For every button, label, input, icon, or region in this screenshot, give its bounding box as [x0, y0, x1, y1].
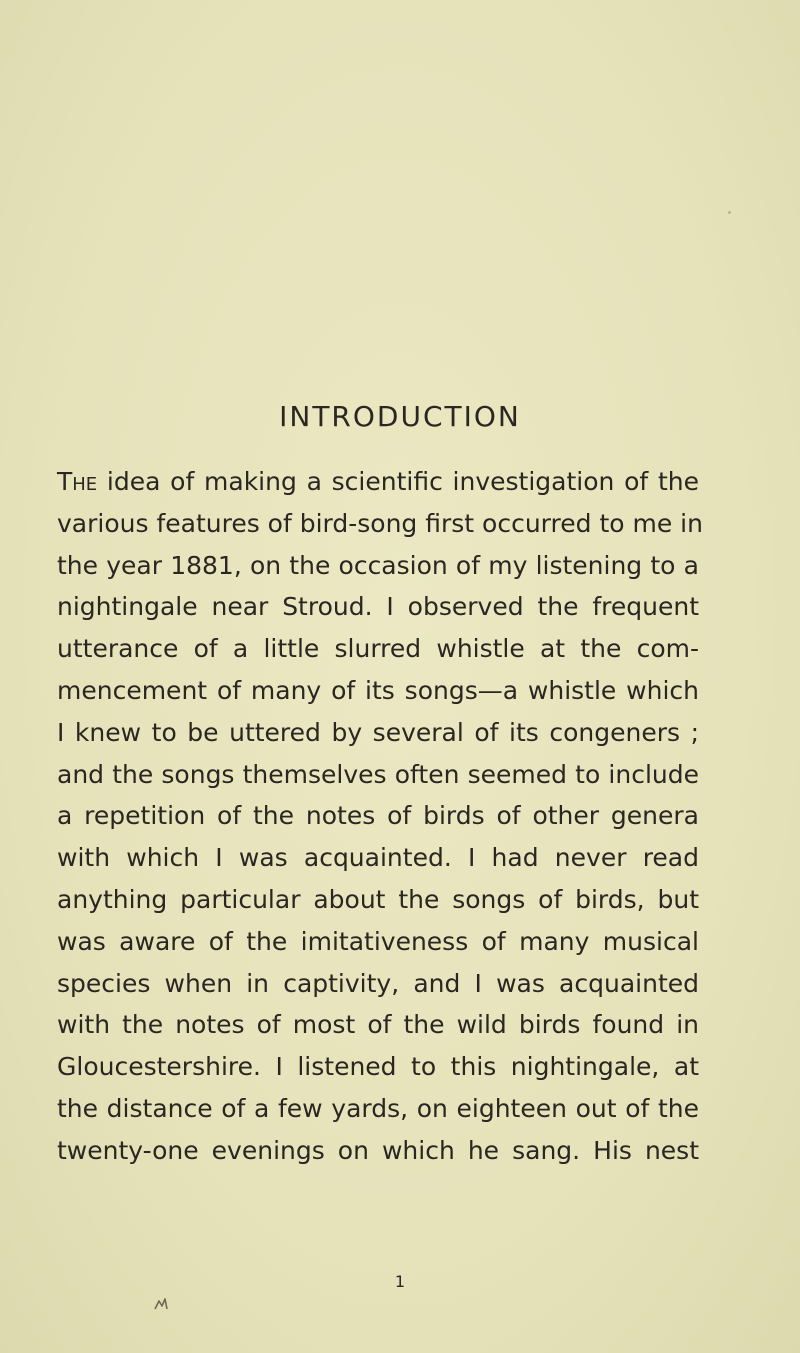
text-line-8: and the songs themselves often seemed to include: [57, 759, 699, 789]
first-word: The: [57, 467, 98, 496]
text-line-13: species when in captivity, and I was acquainted: [57, 968, 699, 998]
text-line-2: various features of bird-song first occurred to me in: [57, 508, 703, 538]
text-line-1: [57, 461, 699, 503]
text-line-10: with which I was acquainted. I had never read: [57, 843, 699, 873]
body-paragraph: [57, 461, 703, 1172]
text-line-5: utterance of a little slurred whistle at the com-: [57, 634, 699, 664]
text-line-17: twenty-one evenings on which he sang. His nest: [57, 1135, 699, 1165]
text-line-14: with the notes of most of the wild birds found in: [57, 1010, 699, 1040]
text-line-7: I knew to be uttered by several of its congeners ;: [57, 717, 699, 747]
text-line-16: the distance of a few yards, on eighteen out of the: [57, 1093, 699, 1123]
chapter-title: INTRODUCTION: [279, 400, 521, 433]
text-line-12: was aware of the imitativeness of many musical: [57, 926, 699, 956]
text-line-15: Gloucestershire. I listened to this nightingale, at: [57, 1052, 699, 1082]
text-line-11: anything particular about the songs of birds, but: [57, 884, 699, 914]
text-line-9: a repetition of the notes of birds of other genera: [57, 801, 699, 831]
signature-mark-icon: [153, 1295, 169, 1311]
text-line-4: nightingale near Stroud. I observed the frequent: [57, 592, 699, 622]
text-line-6: mencement of many of its songs—a whistle which: [57, 675, 699, 705]
text-line-1-rest: idea of making a scientific investigation of the: [97, 467, 699, 496]
page-number: 1: [394, 1272, 406, 1291]
paper-speck: [728, 211, 731, 214]
text-line-3: the year 1881, on the occasion of my listening to a: [57, 550, 699, 580]
